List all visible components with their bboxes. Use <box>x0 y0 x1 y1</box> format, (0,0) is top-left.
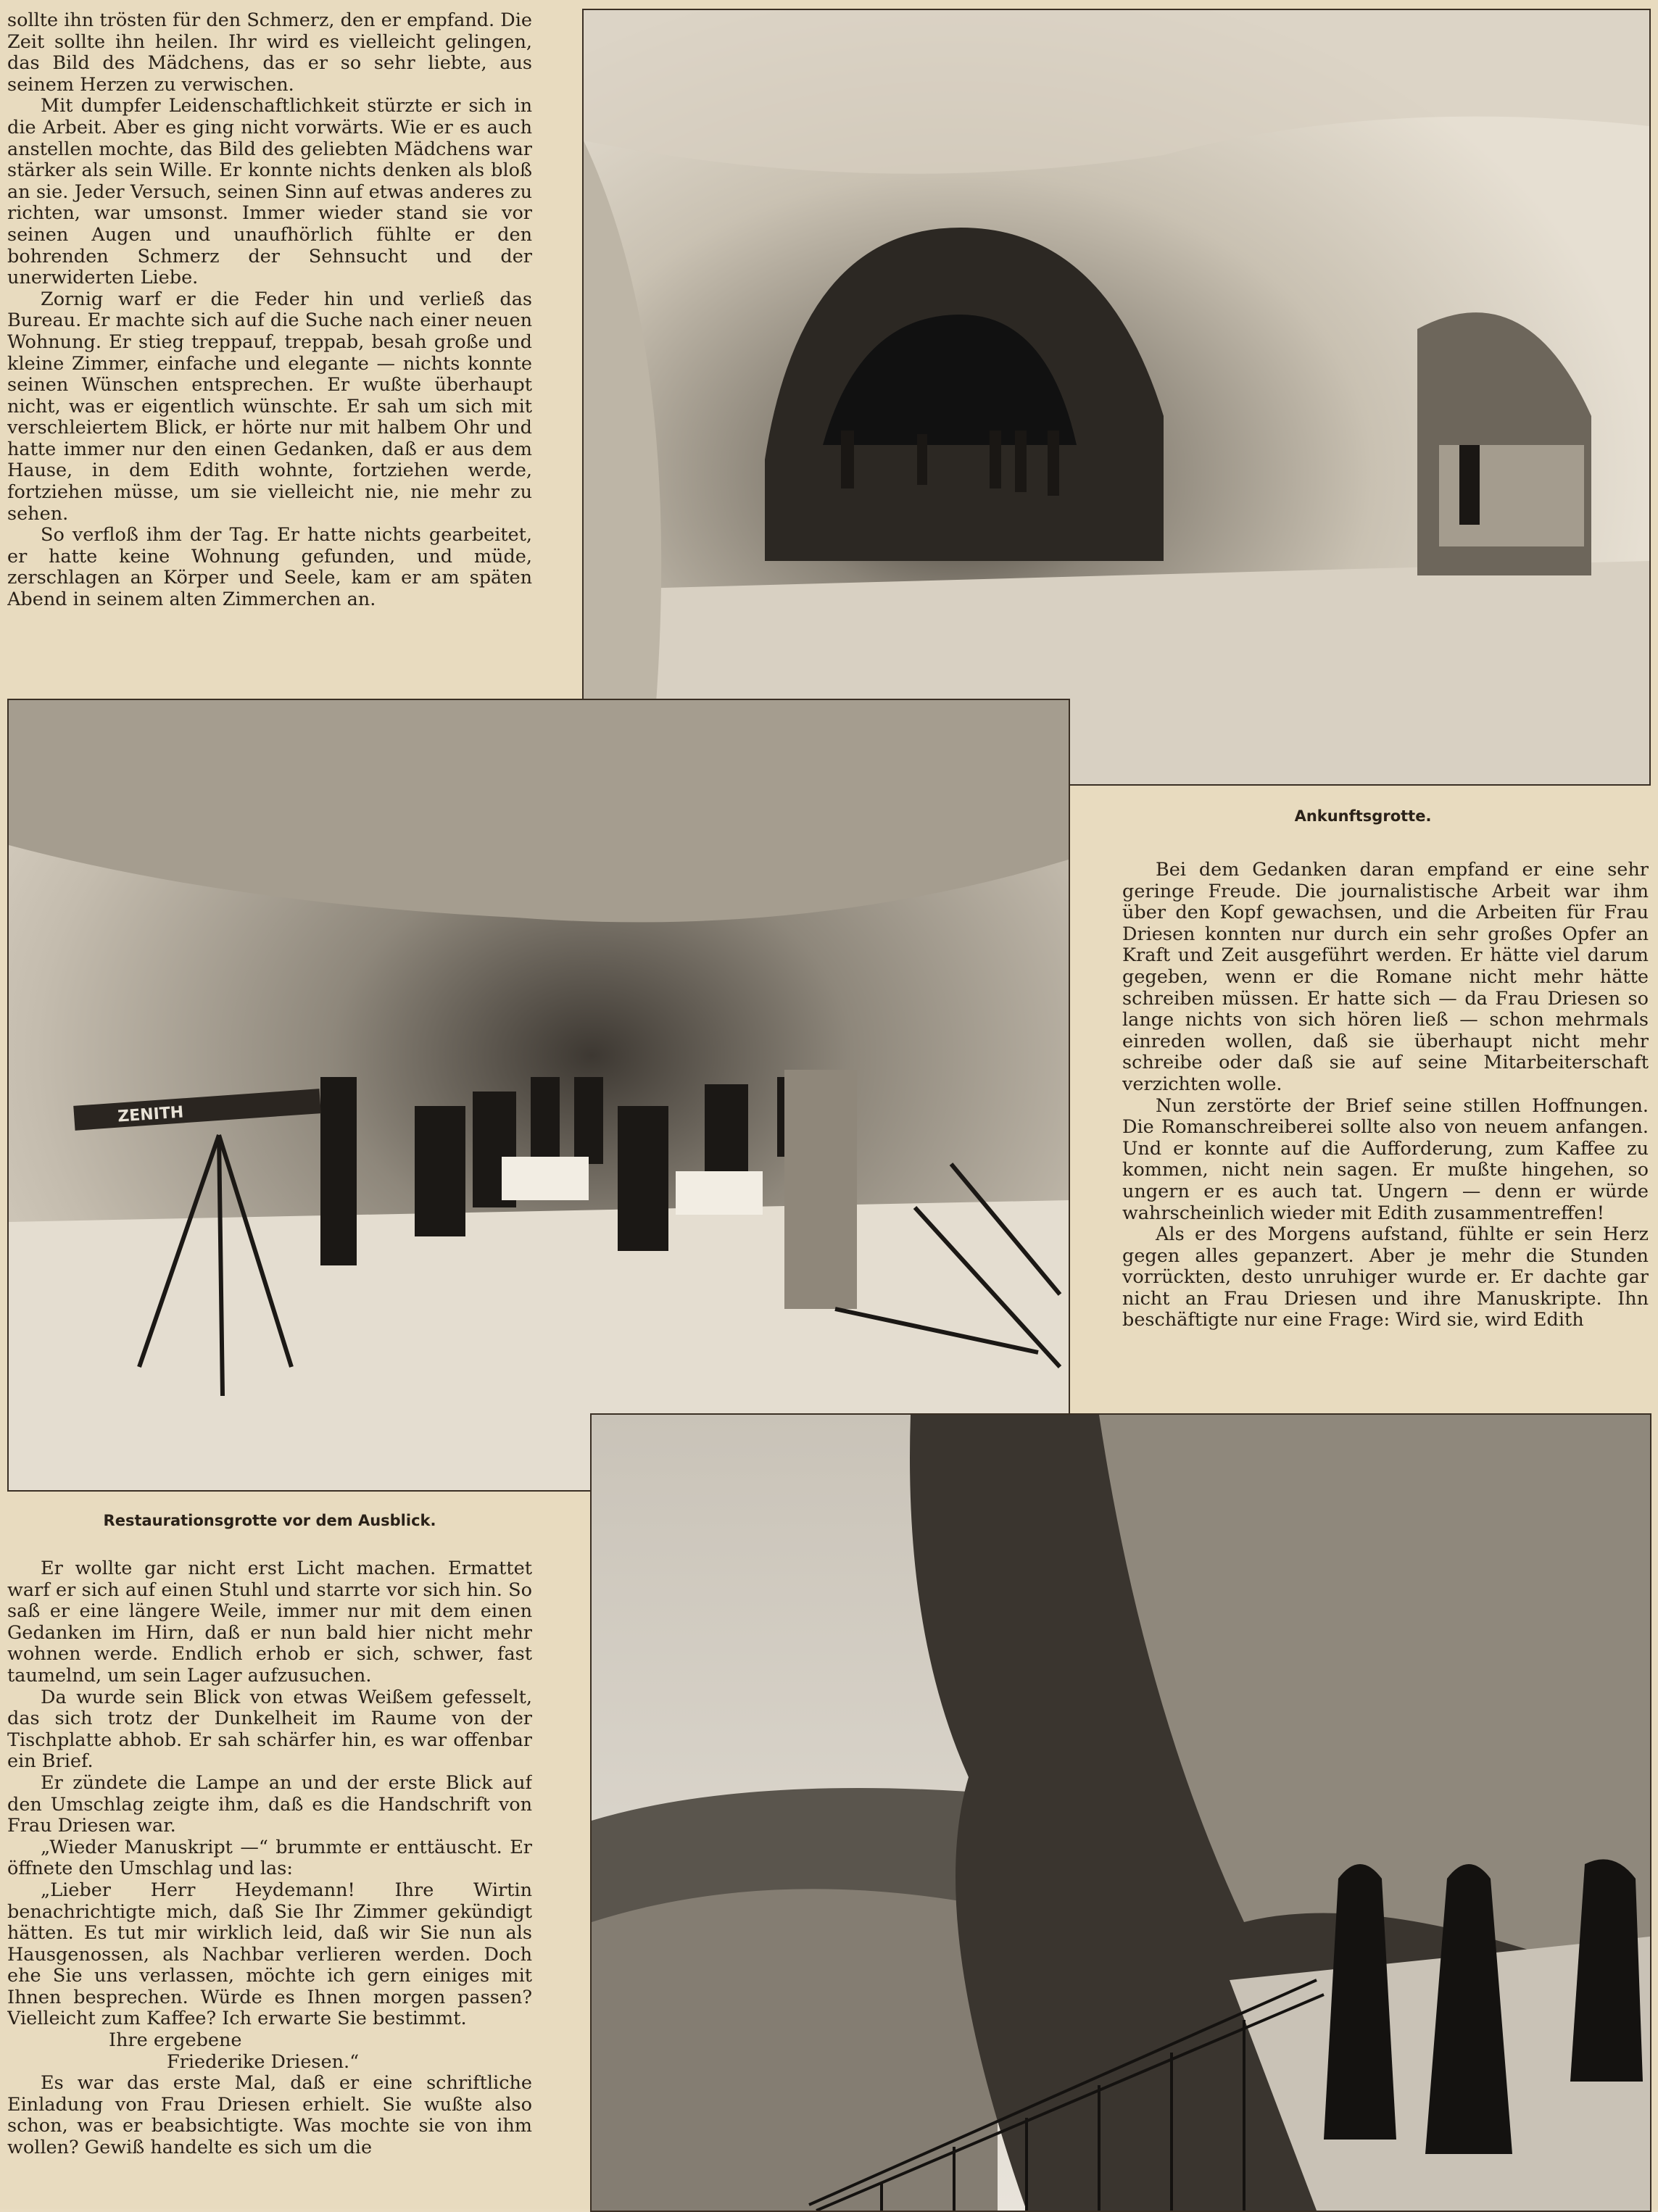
paragraph: Er wollte gar nicht erst Licht machen. Ermattet warf er sich auf einen Stuhl und starrte vor sich hin. So saß er eine längere Weile, immer nur mit dem einen Gedanken im Hirn, daß er nun bald hier nicht mehr wohnen werde. Endlich erhob er sich, schwer, fast taumelnd, um sein Lager aufzusuchen. <box>7 1558 532 1687</box>
photo-ankunftsgrotte <box>582 9 1651 786</box>
paragraph: Zornig warf er die Feder hin und verließ das Bureau. Er machte sich auf die Suche nach einer neuen Wohnung. Er stieg treppauf, treppab, besah große und kleine Zimmer, einfache und elegante — nichts konnte seinen Wünschen entsprechen. Er wußte überhaupt nicht, was er eigentlich wünschte. Er sah um sich mit verschleiertem Blick, er hörte nur mit halbem Ohr und hatte immer nur den einen Gedanken, daß er aus dem Hause, in dem Edith wohnte, fortziehen werde, fortziehen müsse, um sie vielleicht nie, nie mehr zu sehen. <box>7 288 532 525</box>
paragraph: Es war das erste Mal, daß er eine schriftliche Einladung von Frau Driesen erhielt. Sie wußte also schon, was er beabsichtigte. Was mochte sie von ihm wollen? Gewiß handelte es sich um die <box>7 2072 532 2159</box>
paragraph: „Wieder Manuskript —“ brummte er enttäuscht. Er öffnete den Umschlag und las: <box>7 1836 532 1880</box>
photo-restaurationsgrotte <box>7 699 1070 1492</box>
cave-entrance-illustration <box>584 10 1649 784</box>
paragraph: „Lieber Herr Heydemann! Ihre Wirtin benachrichtigte mich, daß Sie Ihr Zimmer gekündigt hätten. Es tut mir wirklich leid, daß wir Sie nun als Hausgenossen, als Nachbar verlieren werden. Doch ehe Sie uns verlassen, möchte ich gern einiges mit Ihnen besprechen. Würde es Ihnen morgen passen? Vielleicht zum Kaffee? Ich erwarte Sie bestimmt. <box>7 1879 532 2030</box>
paragraph: So verfloß ihm der Tag. Er hatte nichts gearbeitet, er hatte keine Wohnung gefunden, und müde, zerschlagen an Körper und Seele, kam er am späten Abend in seinem alten Zimmerchen an. <box>7 524 532 611</box>
paragraph: Bei dem Gedanken daran empfand er eine sehr geringe Freude. Die journalistische Arbeit war ihm über den Kopf gewachsen, und die Arbeiten für Frau Driesen konnten nur durch ein sehr großes Opfer an Kraft und Zeit ausgeführt werden. Er hätte viel darum gegeben, wenn er die Romane nicht mehr hätte schreiben müssen. Er hatte sich — da Frau Driesen so lange nichts von sich hören ließ — schon mehrmals einreden wollen, daß sie überhaupt nicht mehr schreibe oder daß sie auf seine Mitarbeiterschaft verzichten wolle. <box>1122 860 1649 1095</box>
paragraph: Da wurde sein Blick von etwas Weißem gefesselt, das sich trotz der Dunkelheit im Raume von der Tischplatte abhob. Er sah schärfer hin, es war offenbar ein Brief. <box>7 1686 532 1773</box>
text-column-right-middle <box>1122 860 1649 1373</box>
caption-ankunftsgrotte: Ankunftsgrotte. <box>1294 807 1432 825</box>
paragraph: Ihre ergebene <box>109 2029 242 2052</box>
text-column-top-left <box>7 10 532 666</box>
photo-balcony-view <box>590 1413 1651 2212</box>
cave-restaurant-illustration <box>9 700 1069 1490</box>
paragraph: Nun zerstörte der Brief seine stillen Hoffnungen. Die Romanschreiberei sollte also von neuem anfangen. Und er konnte auf die Aufforderung, zum Kaffee zu kommen, nicht nein sagen. Er mußte hingehen, so ungern er es auch tat. Ungern — denn er würde wahrscheinlich wieder mit Edith zusammentreffen! <box>1122 1094 1649 1224</box>
paragraph: Mit dumpfer Leidenschaftlichkeit stürzte er sich in die Arbeit. Aber es ging nicht vorwärts. Wie er es auch anstellen mochte, das Bild des geliebten Mädchens war stärker als sein Wille. Er konnte nichts denken als bloß an sie. Jeder Versuch, seinen Sinn auf etwas anderes zu richten, war umsonst. Immer wieder stand sie vor seinen Augen und unaufhörlich fühlte er den bohrenden Schmerz der Sehnsucht und der unerwiderten Liebe. <box>7 95 532 289</box>
paragraph: Friederike Driesen.“ <box>167 2050 360 2073</box>
telescope-label: ZENITH <box>117 1103 185 1126</box>
paragraph: sollte ihn trösten für den Schmerz, den er empfand. Die Zeit sollte ihn heilen. Ihr wird es vielleicht gelingen, das Bild des Mädchens, das er so sehr liebte, aus seinem Herzen zu verwischen. <box>7 10 532 96</box>
paragraph: Als er des Morgens aufstand, fühlte er sein Herz gegen alles gepanzert. Aber je mehr die Stunden vorrückten, desto unruhiger wurde er. Er dachte gar nicht an Frau Driesen und ihre Manuskripte. Ihn beschäftigte nur eine Frage: Wird sie, wird Edith <box>1122 1223 1649 1331</box>
caption-restaurationsgrotte: Restaurationsgrotte vor dem Ausblick. <box>103 1512 436 1529</box>
paragraph: Er zündete die Lampe an und der erste Blick auf den Umschlag zeigte ihm, daß es die Handschrift von Frau Driesen war. <box>7 1771 532 1837</box>
text-column-bottom-left <box>7 1558 532 2203</box>
balcony-illustration <box>592 1415 1650 2211</box>
